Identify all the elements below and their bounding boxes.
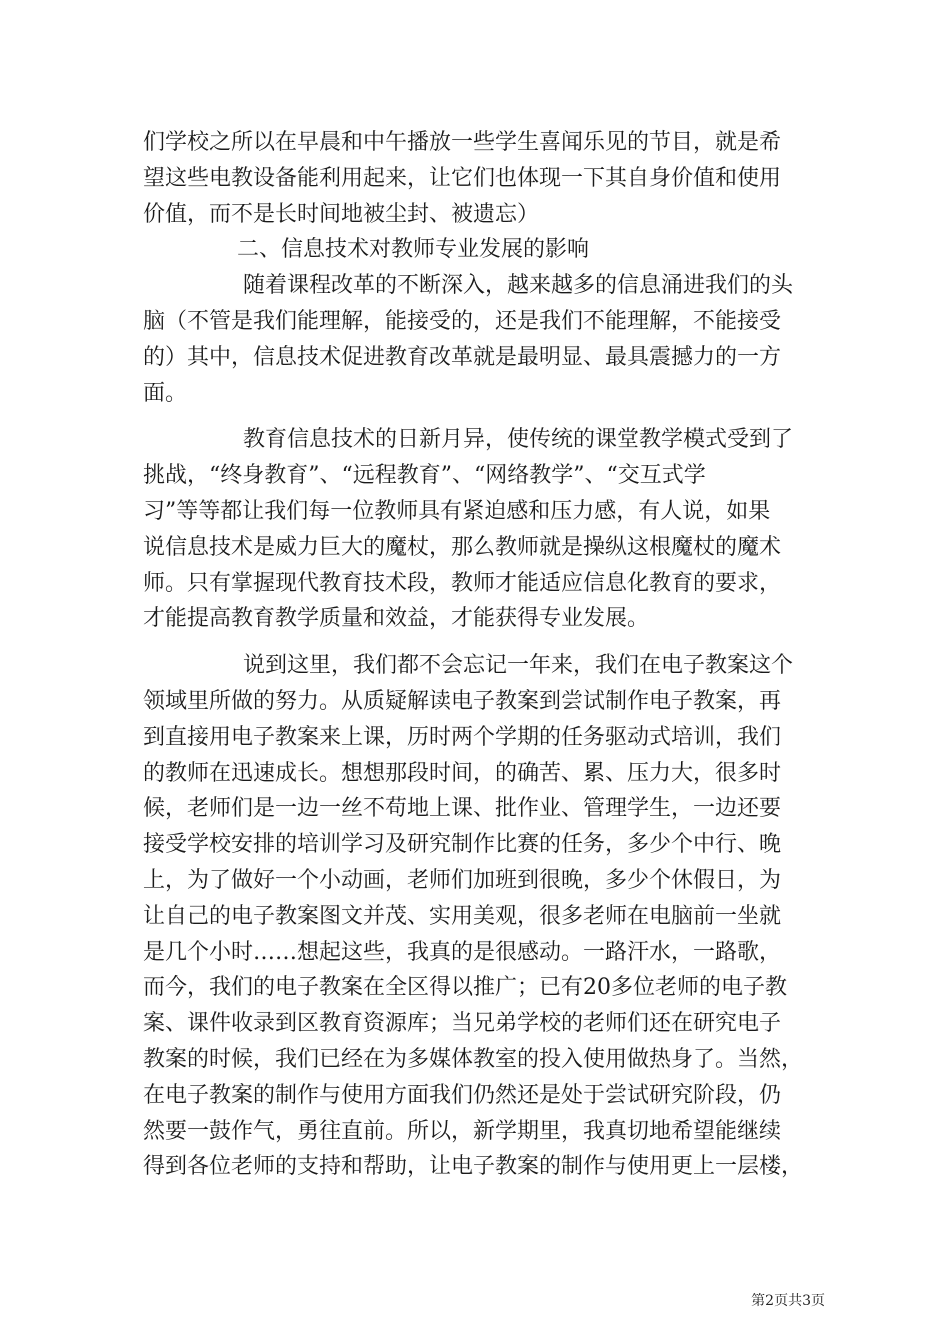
text-line: 价值，而不是长时间地被尘封、被遗忘） xyxy=(143,201,540,227)
text-line: 让自己的电子教案图文并茂、实用美观，很多老师在电脑前一坐就 xyxy=(143,903,782,929)
text-line: 而今，我们的电子教案在全区得以推广；已有20多位老师的电子教 xyxy=(143,975,787,1001)
text-line: 说信息技术是威力巨大的魔杖，那么教师就是操纵这根魔杖的魔术 xyxy=(143,534,782,560)
blank-line xyxy=(143,637,825,648)
text-line: 随着课程改革的不断深入，越来越多的信息涌进我们的头 xyxy=(243,273,794,299)
text-line: 在电子教案的制作与使用方面我们仍然还是处于尝试研究阶段，仍 xyxy=(143,1082,782,1108)
page-number: 第2页共3页 xyxy=(751,1293,825,1309)
text-line: 挑战，“终身教育”、“远程教育”、“网络教学”、“交互式学 xyxy=(143,463,706,489)
text-line: 上，为了做好一个小动画，老师们加班到很晚，多少个休假日，为 xyxy=(143,867,782,893)
blank-line xyxy=(143,411,825,422)
text-line: 教案的时候，我们已经在为多媒体教室的投入使用做热身了。当然， xyxy=(143,1046,804,1072)
section-heading: 二、信息技术对教师专业发展的影响 xyxy=(237,237,590,263)
text-line: 教育信息技术的日新月异，使传统的课堂教学模式受到了 xyxy=(243,427,794,453)
text-line: 案、课件收录到区教育资源库；当兄弟学校的老师们还在研究电子 xyxy=(143,1011,782,1037)
text-line: 才能提高教育教学质量和效益，才能获得专业发展。 xyxy=(143,606,650,632)
text-line: 然要一鼓作气，勇往直前。所以，新学期里，我真切地希望能继续 xyxy=(143,1118,782,1144)
text-line: 到直接用电子教案来上课，历时两个学期的任务驱动式培训，我们 xyxy=(143,724,782,750)
text-line: 脑（不管是我们能理解，能接受的，还是我们不能理解，不能接受 xyxy=(143,308,782,334)
text-line: 接受学校安排的培训学习及研究制作比赛的任务，多少个中行、晚 xyxy=(143,832,782,858)
text-line: 得到各位老师的支持和帮助，让电子教案的制作与使用更上一层楼， xyxy=(143,1154,804,1180)
text-line: 说到这里，我们都不会忘记一年来，我们在电子教案这个 xyxy=(243,653,794,679)
text-line: 的教师在迅速成长。想想那段时间，的确苦、累、压力大，很多时 xyxy=(143,760,782,786)
text-line: 师。只有掌握现代教育技术段，教师才能适应信息化教育的要求， xyxy=(143,570,782,596)
text-line: 的）其中，信息技术促进教育改革就是最明显、最具震撼力的一方 xyxy=(143,344,782,370)
document-body xyxy=(143,125,825,1185)
text-line: 是几个小时……想起这些，我真的是很感动。一路汗水，一路歌， xyxy=(143,939,782,965)
text-line: 望这些电教设备能利用起来，让它们也体现一下其自身价值和使用 xyxy=(143,165,782,191)
text-line: 领域里所做的努力。从质疑解读电子教案到尝试制作电子教案，再 xyxy=(143,688,782,714)
text-line: 们学校之所以在早晨和中午播放一些学生喜闻乐见的节目，就是希 xyxy=(143,130,782,155)
text-line: 候，老师们是一边一丝不苟地上课、批作业、管理学生，一边还要 xyxy=(143,796,782,822)
text-line: 面。 xyxy=(143,380,188,406)
text-line: 习”等等都让我们每一位教师具有紧迫感和压力感，有人说，如果 xyxy=(143,498,771,524)
